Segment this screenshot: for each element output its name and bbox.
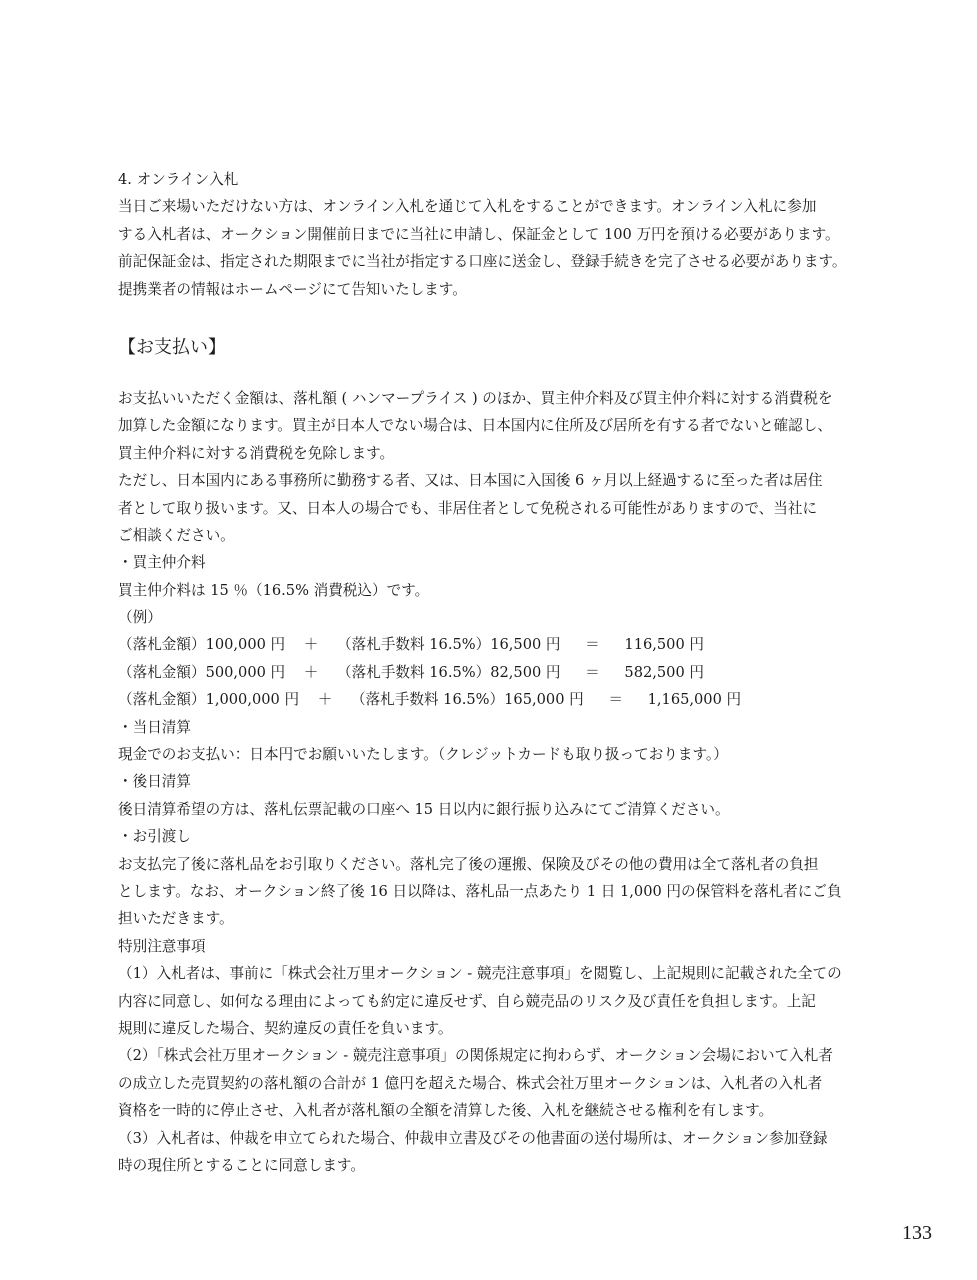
paragraph-line: とします。なお、オークション終了後 16 日以降は、落札品一点あたり 1 日 1,000 円の保管料を落札者にご負: [118, 882, 842, 900]
paragraph-line: する入札者は、オークション開催前日までに当社に申請し、保証金として 100 万円を預ける必要があります。: [118, 225, 840, 243]
paragraph-line: ただし、日本国内にある事務所に勤務する者、又は、日本国に入国後 6 ヶ月以上経過するに至った者は居住: [118, 472, 823, 490]
paragraph-line: 者として取り扱います。又、日本人の場合でも、非居住者として免税される可能性がありますので、当社に: [118, 499, 818, 517]
online-bid-heading: 4. オンライン入札: [118, 171, 239, 188]
paragraph-line: （2）「株式会社万里オークション - 競売注意事項」の関係規定に拘わらず、オークション会場において入札者: [118, 1047, 833, 1065]
bullet-heading: ・当日清算: [118, 718, 191, 736]
bullet-heading: ・買主仲介料: [118, 554, 206, 572]
payment-paragraphs: [118, 385, 888, 632]
total-amount: 116,500 円: [624, 636, 704, 654]
total-amount: 582,500 円: [624, 663, 704, 681]
paragraph-line: 内容に同意し、如何なる理由によっても約定に違反せず、自ら競売品のリスク及び責任を負担します。上記: [118, 992, 816, 1010]
plus-sign: ＋: [303, 663, 319, 681]
example-row: [118, 631, 888, 658]
total-amount: 1,165,000 円: [647, 691, 742, 709]
paragraph-line: の成立した売買契約の落札額の合計が 1 億円を超えた場合、株式会社万里オークションは、入札者の入札者: [118, 1074, 823, 1092]
equals-sign: ＝: [585, 663, 600, 681]
paragraph-line: 買主仲介料は 15 ％（16.5% 消費税込）です。: [118, 581, 430, 599]
plus-sign: ＋: [317, 691, 333, 709]
paragraph-line: 前記保証金は、指定された期限までに当社が指定する口座に送金し、登録手続きを完了させる必要があります。: [118, 253, 847, 271]
commission-amount: （落札手数料 16.5%）82,500 円: [337, 663, 561, 681]
equals-sign: ＝: [608, 691, 623, 709]
commission-amount: （落札手数料 16.5%）165,000 円: [350, 691, 584, 709]
paragraph-line: 加算した金額になります。買主が日本人でない場合は、日本国内に住所及び居所を有する者でないと確認し、: [118, 417, 832, 435]
paragraph-line: 買主仲介料に対する消費税を免除します。: [118, 444, 395, 462]
paragraph-line: お支払完了後に落札品をお引取りください。落札完了後の運搬、保険及びその他の費用は全て落札者の負担: [118, 855, 819, 873]
example-label: （例）: [118, 609, 162, 627]
bullet-heading: ・後日清算: [118, 773, 191, 791]
paragraph-line: 資格を一時的に停止させ、入札者が落札額の全額を清算した後、入札を継続させる権利を有します。: [118, 1102, 774, 1120]
special-notes-heading: 特別注意事項: [118, 937, 206, 955]
hammer-amount: （落札金額）1,000,000 円: [118, 691, 300, 709]
paragraph-line: ご相談ください。: [118, 526, 235, 544]
document-body: [118, 166, 888, 1179]
paragraph-line: 当日ご来場いただけない方は、オンライン入札を通じて入札をすることができます。オンライン入札に参加: [118, 198, 817, 216]
paragraph-line: 現金でのお支払い：日本円でお願いいたします。（クレジットカードも取り扱っております。）: [118, 746, 728, 764]
online-bid-paragraph: [118, 193, 888, 303]
paragraph-line: 時の現住所とすることに同意します。: [118, 1156, 365, 1174]
equals-sign: ＝: [585, 636, 600, 654]
hammer-amount: （落札金額）100,000 円: [118, 636, 286, 654]
paragraph-line: お支払いいただく金額は、落札額 ( ハンマープライス ) のほか、買主仲介料及び買主仲介料に対する消費税を: [118, 389, 833, 407]
commission-amount: （落札手数料 16.5%）16,500 円: [337, 636, 561, 654]
example-row: [118, 686, 888, 713]
hammer-amount: （落札金額）500,000 円: [118, 663, 286, 681]
example-calculations: [118, 631, 888, 713]
example-row: [118, 659, 888, 686]
plus-sign: ＋: [303, 636, 319, 654]
paragraph-line: 提携業者の情報はホームページにて告知いたします。: [118, 280, 467, 298]
paragraph-line: 後日清算希望の方は、落札伝票記載の口座へ 15 日以内に銀行振り込みにてご清算ください。: [118, 800, 730, 818]
paragraph-line: 規則に違反した場合、契約違反の責任を負います。: [118, 1019, 453, 1037]
paragraph-line: 担いただきます。: [118, 910, 234, 928]
payment-paragraphs-continued: [118, 714, 888, 1180]
payment-section-title: 【お支払い】: [118, 336, 226, 358]
bullet-heading: ・お引渡し: [118, 828, 191, 846]
page-number: 133: [902, 1222, 932, 1244]
paragraph-line: （1）入札者は、事前に「株式会社万里オークション - 競売注意事項」を閲覧し、上記規則に記載された全ての: [118, 965, 842, 983]
paragraph-line: （3）入札者は、仲裁を申立てられた場合、仲裁申立書及びその他書面の送付場所は、オークション参加登録: [118, 1129, 828, 1147]
